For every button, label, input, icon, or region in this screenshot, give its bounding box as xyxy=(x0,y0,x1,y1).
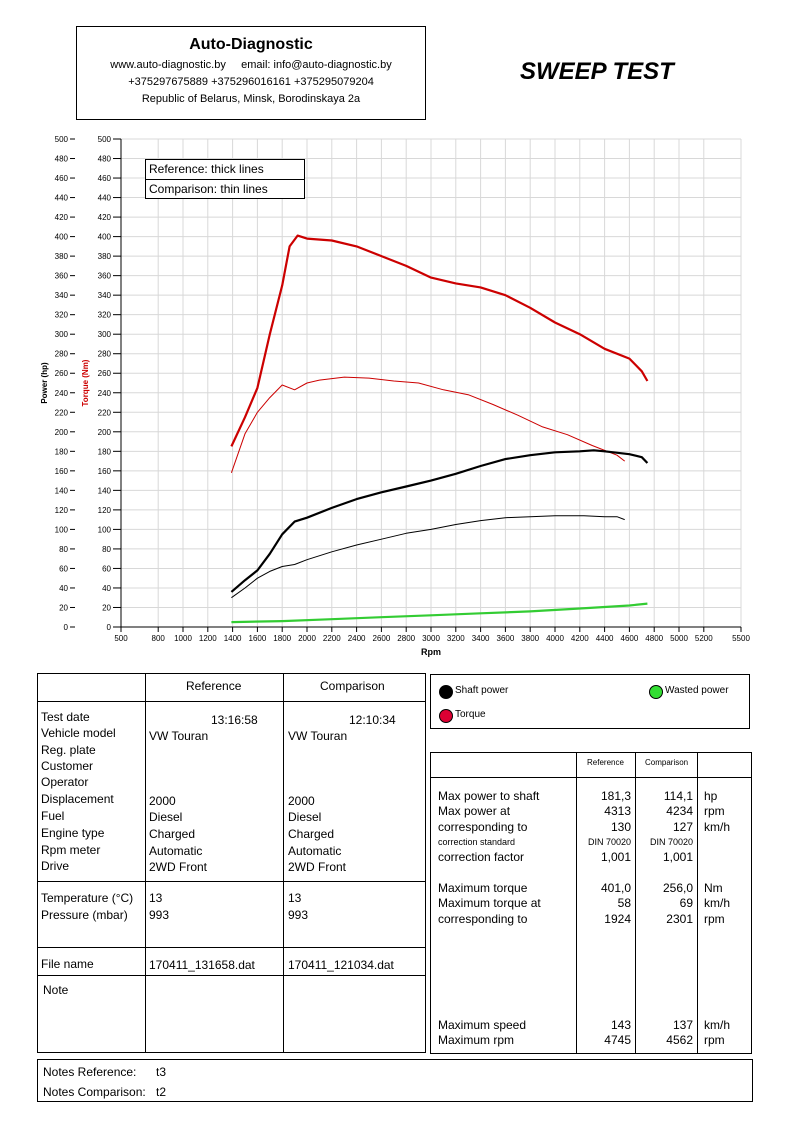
results-unit: rpm xyxy=(704,804,725,818)
ref-fuel: Diesel xyxy=(149,810,183,824)
y-tick-label-power: 80 xyxy=(59,544,68,554)
y-tick-label-power: 200 xyxy=(54,427,68,437)
x-tick-label: 3600 xyxy=(496,634,515,643)
y-tick-label-power: 40 xyxy=(59,583,68,593)
y-tick-label-torque: 280 xyxy=(97,349,111,359)
x-tick-label: 5000 xyxy=(670,634,688,643)
web-email: www.auto-diagnostic.by email: info@auto-diagnostic.by xyxy=(110,59,392,71)
info-label: Vehicle model xyxy=(41,726,116,740)
x-tick-label: 2200 xyxy=(322,634,341,643)
results-reference-value: 401,0 xyxy=(600,881,631,895)
results-reference-value: 4313 xyxy=(604,804,631,818)
y-tick-label-torque: 200 xyxy=(97,427,111,437)
y-tick-label-power: 180 xyxy=(54,447,68,457)
cmp-model: VW Touran xyxy=(288,729,348,743)
torque-thick-line xyxy=(231,236,647,447)
ref-drive: 2WD Front xyxy=(149,860,208,874)
cmp-drive: 2WD Front xyxy=(288,860,347,874)
x-tick-label: 3800 xyxy=(521,634,540,643)
results-comparison-value: 4562 xyxy=(666,1033,693,1047)
cmp-pressure: 993 xyxy=(288,908,309,922)
ref-engine: Charged xyxy=(149,827,196,841)
x-tick-label: 4600 xyxy=(620,634,639,643)
results-label: Maximum torque xyxy=(438,881,528,895)
legend-shaft-power: Shaft power xyxy=(455,685,509,696)
y-tick-label-power: 160 xyxy=(54,466,68,476)
info-label: Displacement xyxy=(41,792,114,806)
notes-comparison-value: t2 xyxy=(156,1085,167,1099)
x-tick-label: 800 xyxy=(151,634,165,643)
y-tick-label-power: 120 xyxy=(54,505,68,515)
y-tick-label-torque: 440 xyxy=(97,193,111,203)
y-tick-label-torque: 40 xyxy=(102,583,111,593)
info-label: Customer xyxy=(41,759,94,773)
ref-file: 170411_131658.dat xyxy=(149,958,255,972)
y-tick-label-torque: 400 xyxy=(97,232,111,242)
results-label: Maximum torque at xyxy=(438,896,541,910)
x-tick-label: 2400 xyxy=(347,634,366,643)
cmp-fuel: Diesel xyxy=(288,810,322,824)
y-tick-label-torque: 460 xyxy=(97,174,111,184)
y-tick-label-torque: 500 xyxy=(97,135,111,144)
y-tick-label-torque: 480 xyxy=(97,154,111,164)
chart-series xyxy=(231,236,647,622)
results-label: corresponding to xyxy=(438,820,528,834)
cmp-file: 170411_121034.dat xyxy=(288,958,394,972)
legend-wasted-power: Wasted power xyxy=(665,685,729,696)
y-tick-label-power: 260 xyxy=(54,369,68,379)
y-tick-label-torque: 160 xyxy=(97,466,111,476)
results-label: correction standard xyxy=(438,837,516,847)
results-reference-value: 181,3 xyxy=(600,789,631,803)
results-reference-value: 130 xyxy=(610,820,631,834)
shaft-power-swatch xyxy=(439,685,453,699)
y-tick-label-torque: 360 xyxy=(97,271,111,281)
test-type-title: SWEEP TEST xyxy=(520,58,674,85)
results-label: correction factor xyxy=(438,850,525,864)
x-tick-label: 1800 xyxy=(273,634,292,643)
y-tick-label-torque: 120 xyxy=(97,505,111,515)
results-label: Maximum speed xyxy=(438,1018,527,1032)
y-tick-label-torque: 60 xyxy=(102,564,111,574)
note-label: Note xyxy=(43,983,69,997)
results-unit: rpm xyxy=(704,1033,725,1047)
col-comparison-header: Comparison xyxy=(320,679,385,693)
x-tick-label: 2800 xyxy=(397,634,416,643)
ref-pressure: 993 xyxy=(149,908,170,922)
y-tick-label-power: 340 xyxy=(54,291,68,301)
results-comparison-value: 4234 xyxy=(666,804,693,818)
y-tick-label-torque: 20 xyxy=(102,603,111,613)
y-tick-label-power: 480 xyxy=(54,154,68,164)
notes-box xyxy=(37,1059,753,1102)
y-tick-label-torque: 340 xyxy=(97,291,111,301)
x-tick-label: 5200 xyxy=(694,634,713,643)
y-tick-label-torque: 180 xyxy=(97,447,111,457)
results-reference-value: 4745 xyxy=(604,1033,631,1047)
results-label: Max power at xyxy=(438,804,511,818)
results-col-reference: Reference xyxy=(587,758,624,767)
x-tick-label: 1600 xyxy=(248,634,267,643)
y-tick-label-torque: 140 xyxy=(97,486,111,496)
notes-reference-value: t3 xyxy=(156,1065,167,1079)
y-tick-label-power: 420 xyxy=(54,213,68,223)
results-comparison-value: DIN 70020 xyxy=(649,837,693,847)
results-reference-value: 58 xyxy=(617,896,631,910)
cmp-rpm-meter: Automatic xyxy=(288,844,342,858)
y-tick-label-torque: 260 xyxy=(97,369,111,379)
results-comparison-value: 69 xyxy=(679,896,693,910)
y-tick-label-power: 460 xyxy=(54,174,68,184)
results-reference-value: DIN 70020 xyxy=(587,837,631,847)
results-unit: km/h xyxy=(704,896,731,910)
series-legend xyxy=(430,674,750,729)
x-tick-label: 2000 xyxy=(298,634,316,643)
y-tick-label-torque: 320 xyxy=(97,310,111,320)
y-tick-label-torque: 100 xyxy=(97,525,111,535)
file-label: File name xyxy=(41,957,94,971)
cmp-displacement: 2000 xyxy=(288,794,315,808)
shaft-power-thick-line xyxy=(231,450,647,592)
results-unit: rpm xyxy=(704,912,725,926)
y-tick-label-power: 300 xyxy=(54,330,68,340)
phones: +375297675889 +375296016161 +375295079204 xyxy=(128,76,374,88)
info-label: Operator xyxy=(41,775,89,789)
col-reference-header: Reference xyxy=(186,679,242,693)
x-tick-label: 4200 xyxy=(570,634,589,643)
info-label: Test date xyxy=(41,710,90,724)
info-label: Fuel xyxy=(41,809,65,823)
results-comparison-value: 2301 xyxy=(666,912,693,926)
ref-model: VW Touran xyxy=(149,729,209,743)
results-comparison-value: 127 xyxy=(672,820,693,834)
results-col-comparison: Comparison xyxy=(645,758,689,767)
address: Republic of Belarus, Minsk, Borodinskaya 2a xyxy=(141,93,361,105)
ref-temperature: 13 xyxy=(149,891,163,905)
x-tick-label: 5500 xyxy=(732,634,750,643)
results-unit: km/h xyxy=(704,1018,731,1032)
pressure-label: Pressure (mbar) xyxy=(41,908,128,922)
ref-displacement: 2000 xyxy=(149,794,176,808)
chart-grid xyxy=(121,139,741,627)
cmp-temperature: 13 xyxy=(288,891,302,905)
results-comparison-value: 114,1 xyxy=(663,789,693,803)
y-tick-label-power: 380 xyxy=(54,252,68,262)
cmp-time: 12:10:34 xyxy=(349,713,396,727)
x-tick-label: 500 xyxy=(114,634,128,643)
results-comparison-value: 1,001 xyxy=(662,850,693,864)
torque-thin-line xyxy=(231,377,624,473)
wasted-power-thick-line xyxy=(231,604,647,623)
temperature-label: Temperature (°C) xyxy=(41,891,134,905)
x-tick-label: 3400 xyxy=(471,634,490,643)
comparison-style-note: Comparison: thin lines xyxy=(149,182,268,196)
notes-reference-label: Notes Reference: xyxy=(43,1065,137,1079)
power-axis-label: Power (hp) xyxy=(40,362,49,404)
y-tick-label-power: 440 xyxy=(54,193,68,203)
info-label: Engine type xyxy=(41,826,105,840)
y-tick-label-torque: 240 xyxy=(97,388,111,398)
y-tick-label-torque: 380 xyxy=(97,252,111,262)
x-tick-label: 1000 xyxy=(174,634,192,643)
info-label: Reg. plate xyxy=(41,743,96,757)
y-tick-label-power: 140 xyxy=(54,486,68,496)
y-tick-label-torque: 420 xyxy=(97,213,111,223)
results-unit: Nm xyxy=(704,881,723,895)
results-label: Maximum rpm xyxy=(438,1033,515,1047)
results-reference-value: 1924 xyxy=(604,912,631,926)
line-style-legend xyxy=(145,159,305,199)
ref-time: 13:16:58 xyxy=(211,713,258,727)
torque-swatch xyxy=(439,709,453,723)
y-tick-label-power: 360 xyxy=(54,271,68,281)
results-reference-value: 1,001 xyxy=(600,850,631,864)
info-label: Rpm meter xyxy=(41,843,101,857)
legend-torque: Torque xyxy=(455,709,486,720)
wasted-power-swatch xyxy=(649,685,663,699)
y-tick-label-power: 320 xyxy=(54,310,68,320)
results-reference-value: 143 xyxy=(610,1018,631,1032)
x-tick-label: 1400 xyxy=(223,634,242,643)
y-tick-label-power: 280 xyxy=(54,349,68,359)
y-tick-label-power: 500 xyxy=(54,135,68,144)
y-tick-label-power: 220 xyxy=(54,408,68,418)
y-tick-label-power: 60 xyxy=(59,564,68,574)
cmp-engine: Charged xyxy=(288,827,335,841)
x-tick-label: 1200 xyxy=(198,634,217,643)
y-tick-label-power: 0 xyxy=(63,623,68,632)
y-tick-label-power: 240 xyxy=(54,388,68,398)
torque-axis-label: Torque (Nm) xyxy=(81,359,90,407)
results-comparison-value: 256,0 xyxy=(662,881,693,895)
y-tick-label-torque: 220 xyxy=(97,408,111,418)
results-unit: km/h xyxy=(704,820,731,834)
y-tick-label-torque: 0 xyxy=(106,623,111,632)
results-unit: hp xyxy=(704,789,718,803)
y-tick-label-power: 400 xyxy=(54,232,68,242)
results-comparison-value: 137 xyxy=(672,1018,693,1032)
notes-comparison-label: Notes Comparison: xyxy=(43,1085,146,1099)
results-label: corresponding to xyxy=(438,912,528,926)
x-tick-label: 3000 xyxy=(422,634,440,643)
x-tick-label: 4000 xyxy=(546,634,564,643)
chart-axes xyxy=(40,135,750,657)
x-tick-label: 4400 xyxy=(595,634,614,643)
x-axis-label: Rpm xyxy=(421,647,441,657)
x-tick-label: 4800 xyxy=(645,634,664,643)
company-name: Auto-Diagnostic xyxy=(189,36,313,53)
info-label: Drive xyxy=(41,859,70,873)
y-tick-label-torque: 80 xyxy=(102,544,111,554)
y-tick-label-power: 20 xyxy=(59,603,68,613)
results-label: Max power to shaft xyxy=(438,789,540,803)
y-tick-label-torque: 300 xyxy=(97,330,111,340)
x-tick-label: 2600 xyxy=(372,634,391,643)
ref-rpm-meter: Automatic xyxy=(149,844,203,858)
y-tick-label-power: 100 xyxy=(54,525,68,535)
x-tick-label: 3200 xyxy=(446,634,465,643)
reference-style-note: Reference: thick lines xyxy=(146,160,304,180)
shaft-power-thin-line xyxy=(231,516,624,598)
